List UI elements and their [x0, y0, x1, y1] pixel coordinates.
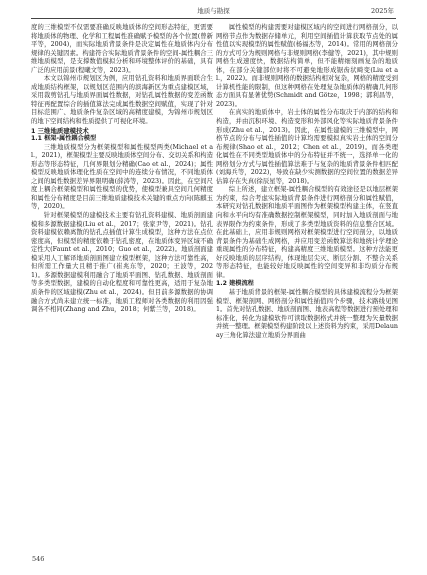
paragraph: 基于地质背景的框架-属性耦合模型的具体建模流程分为框架模型、框架剖网、网格剖分和属性插值四个步骤，技术路线见图1。首先对钻孔数据、地质剖面图、地表高程等数据进行预处理和标准化，转化为建模软件可读取数据格式并统一整理为矢量数据并统一整理。框架模型构建阶段以上述资料为约束，采用Delaunay三角化算法建立地质分界面曲: [216, 288, 398, 339]
left-column: [31, 24, 213, 315]
right-column: [216, 24, 398, 340]
running-header-journal: 地质与勘探: [197, 7, 230, 15]
paragraph: 本文以锦州市规划区为例，应用钻孔资料和地质界面联合生成地质结构框架，以规划区范围内的滨海新区为重点建模区域，采用裁剪钻孔与地质界面属性数据，对钻孔属性数据的变差函数特征再配置综合的插值算法完成属性数据空间赋值，实现了针对目标范围广、地质条件复杂区域的高精度建模，为锦州市规划区的地下空间结构和性质提供了可视化环境。: [31, 75, 213, 126]
page-number: 546: [32, 555, 45, 563]
header-rule: [31, 18, 396, 19]
paragraph: 度的三维模型不仅需要准确反映地质体的空间形态特征，更需要将地质体的物理、化学和工程属性准确赋予模型的各个位置(曾新平等，2004)，而实际地质背景条件是决定属性在地质体内分布规律的关键因素。构建符合实际地质背景条件的空间-属性耦合三维地质模型，是支撑数值模拟分析和环境整体评价的基础，具有广泛的应用前景(程曦文等，2023)。: [31, 24, 213, 74]
paragraph: 在真实的地质体中，岩土体的属性分布取决于内部的结构和构造，并由沉积环境、构造变形和外部风化等实际地质背景条件形成(Zhu et al.，2013)。因此，在属性建模的三维模型中，网格节点的分布与属性插值的计算均需要模拟真实岩土体的空间分布规律(Shao et al.，2012；Chen et al.，2019)。而各类理化属性在不同类型地质体中的分布特征并不统一，选择单一化的网格划分方式与属性插值算法难于与复杂的地质背景条件相匹配(刘海兵等，2022)，导致在缺少实测数据的空间位置的数据差异估算存在失真(徐辰星等，2018)。: [216, 109, 398, 185]
subsection-heading: 1.1 框架-属性耦合模型: [31, 135, 97, 143]
section-heading: 1 三维地质建模技术: [31, 126, 89, 135]
paragraph: 综上所述，建立框架-属性耦合模型的有效途径是以地层框架为约束，综合考虑实际地质背景条件进行网格剖分和属性赋值，本研究对钻孔数据和地质平面图作为框架模型构建主体，在竖直向和水平向均有准确数据控制框架模型，同时加入地质剖面与地表界限作为约束条件，形成了多类型地质资料的信息整合区域。在此基础上，应用非规则网格对框架模型进行空间剖分，以地质背景条件为基础生成网格，并应用变差函数算法和地统计学理论重现属性的分布特征，构建高精度三维地质模型。这种方法能更好反映地质的层序结构，体现地层尖灭、断层分割、不整合关系等形态特征，也能较好地反映属性的空间变异和非均质分布规律。: [216, 186, 398, 279]
paragraph: 三维地质模型分为框架模型和属性模型两类(Michael et al.，2021)，框架模型主要反映地质体空间分布、交切关系和构造形态等形态特征，几何界限划分精确(Cao et al.，2024)；属性模型反映地质体理化性质在空间中的连续分布情况，不同地质体之间的属性数据差异界限明确(薛涛等，2023)。因此，在空间尺度上耦合框架模型和属性模型的优势，使模型兼具空间几何精度和属性分布精度是目前三维地质建模技术关键的重点方向(陈麒玉等，2020)。: [31, 143, 213, 211]
paragraph: 属性模型的构建需要对建模区域内的空间进行网格剖分，以网格节点作为数据存储单元，利用空间插值计算获取节点处的属性值以实现模型的属性赋值(杨福杰等，2014)。常用的网格剖分的方式可分为规则网格与非规则网格(李健等，2021)，其中规则网格生成速度快，数据结构简单，但不能精细刻画复杂的地质体，在部分关键部位时将不可避免地形成锯齿状畸变(Liu et al.，2022)。而非规则网格的数据结构相对复杂，网格的精度受到计算机性能的限制，但这种网格在处理复杂地质体的精确几何形态方面具有显著优势(Schmidt and Götze，1998；郭利昌等，2023)。: [216, 24, 398, 108]
paragraph: 针对框架模型的建模技术主要有钻孔资料建模、地质剖面建模和多源数据建模(Liu et al.，2017；张家尹等，2021)。钻孔资料建模依赖离散的钻孔点插值计算生成模型，这种方法在点位密度高，但模型的精度依赖于钻孔密度，在地质体变异区域不确定性大(Faunt et al.，2010；Guo et al.，2022)。地质剖面建模采用人工解译地质剖面图建立模型框架，这种方法可靠性高，但所需工作量大且精于推广(崔兆东等，2020；王波等，2021)。多源数据建模利用融合了地质平面图、钻孔数据、地质剖面等多类型数据，建模的自动化程度和可靠性更高，适用于复杂地质条件的区域建模(Zhu et al.，2024)。但目前多源数据的协调融合方式尚未建立统一标准，地质工程师对各类数据的利用因强调各不相同(Zhang and Zhu，2018；何紫兰等，2018)。: [31, 212, 213, 314]
subsection-heading: 1.2 建模流程: [216, 280, 254, 288]
running-header-year: 2025年: [370, 7, 394, 15]
